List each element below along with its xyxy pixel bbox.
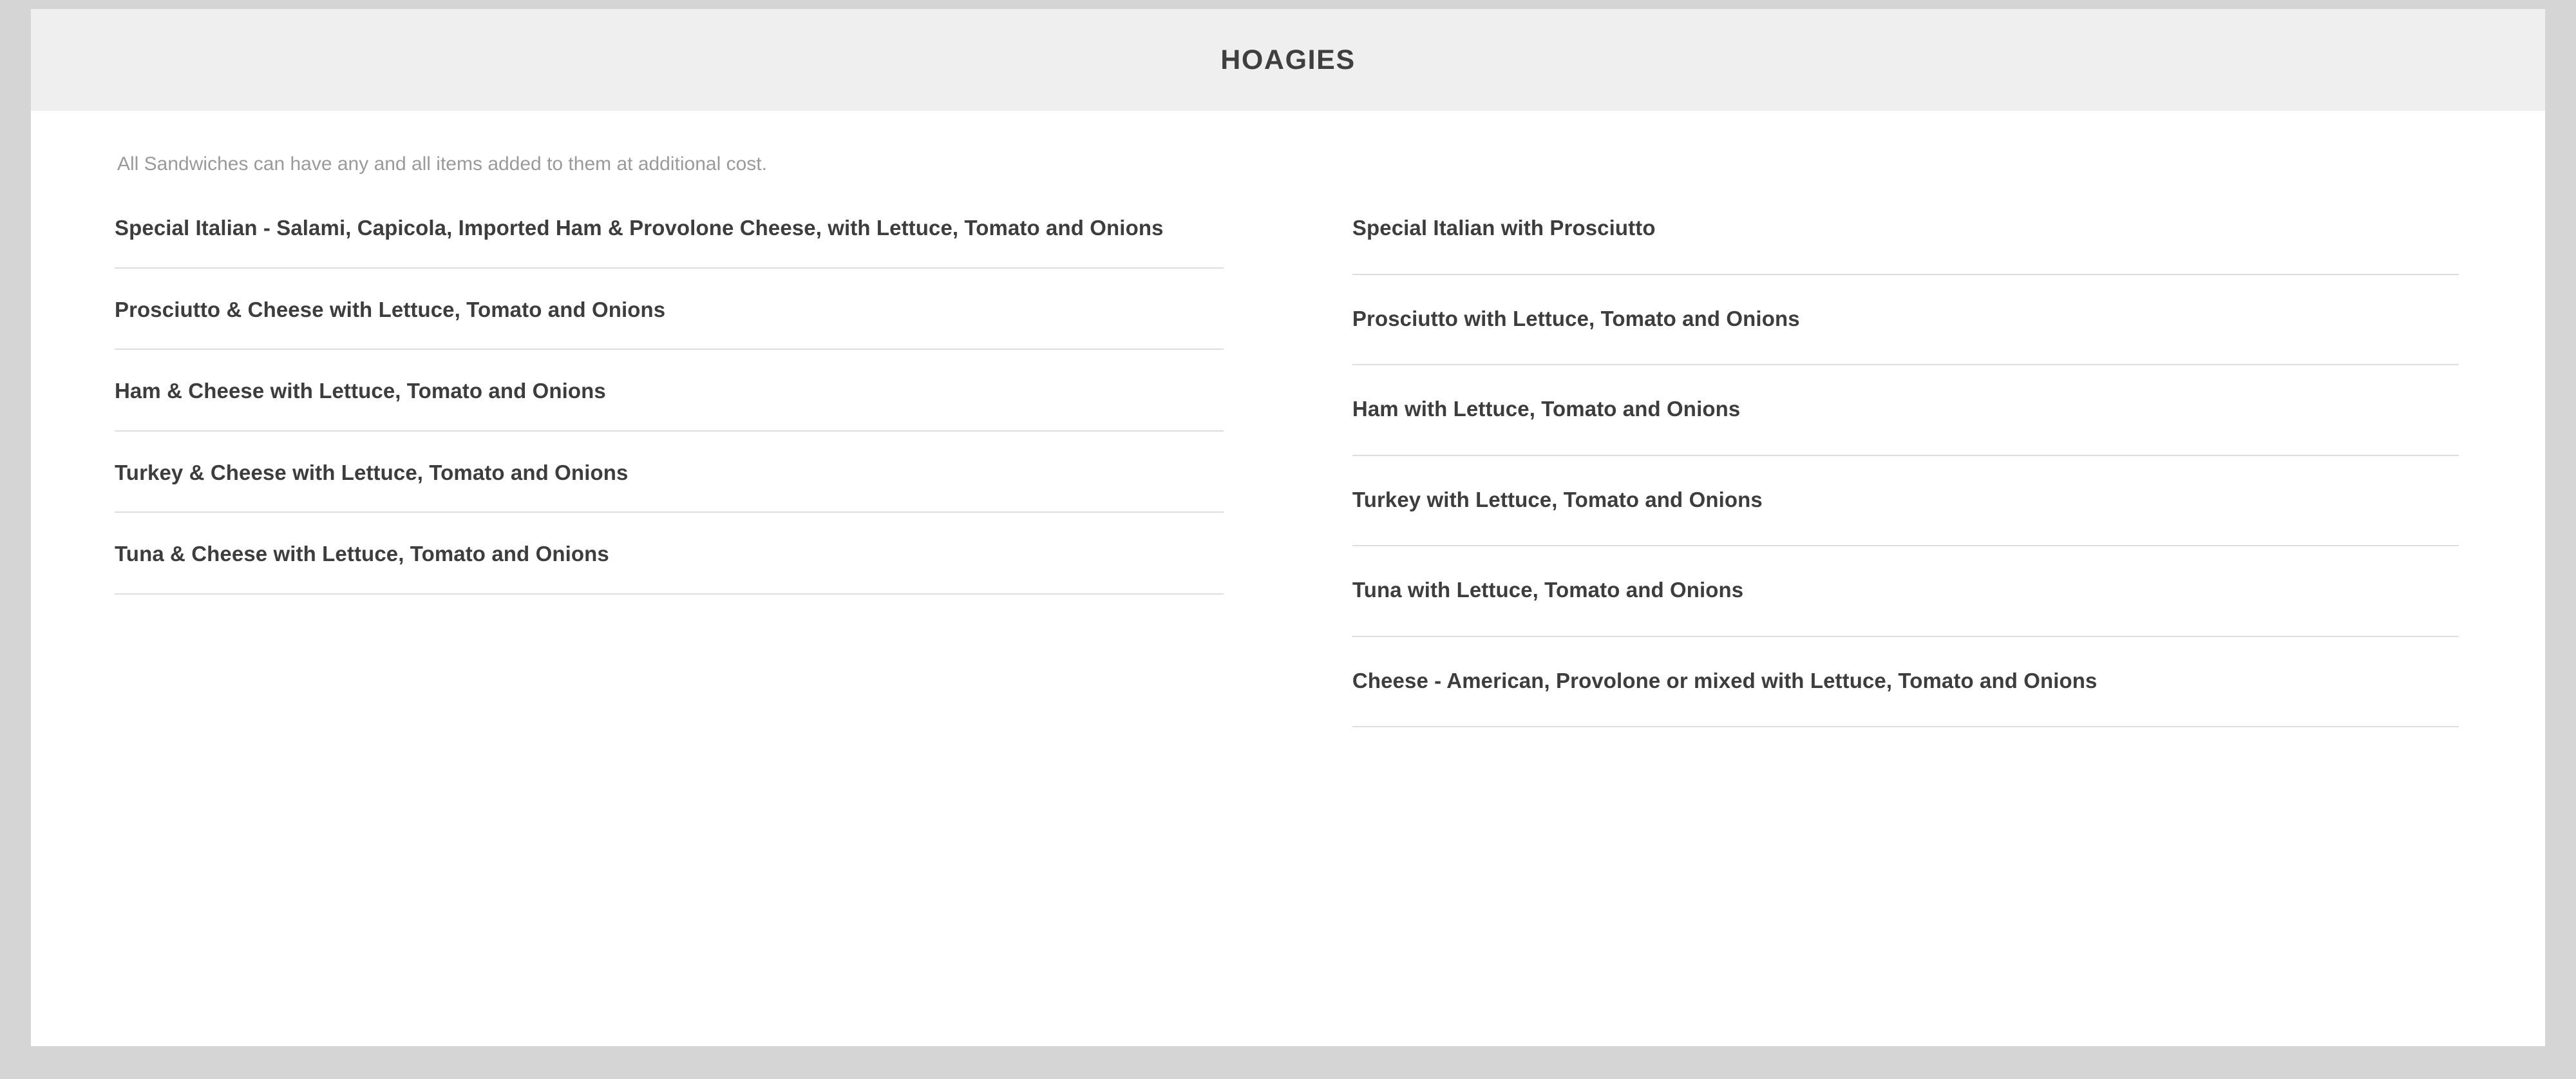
- menu-item-name: Ham with Lettuce, Tomato and Onions: [1352, 397, 1741, 421]
- list-item: [1352, 365, 2459, 456]
- menu-card-body: [31, 111, 2545, 727]
- menu-item-name: Cheese - American, Provolone or mixed with Lettuce, Tomato and Onions: [1352, 668, 2098, 692]
- menu-column-left: [115, 214, 1288, 727]
- menu-card: [31, 9, 2545, 1046]
- list-item: [1352, 275, 2459, 366]
- menu-item-name: Turkey & Cheese with Lettuce, Tomato and Onions: [115, 460, 629, 484]
- page-title: HOAGIES: [1220, 44, 1356, 75]
- menu-item-name: Special Italian with Prosciutto: [1352, 216, 1656, 240]
- list-item: [1352, 214, 2459, 275]
- menu-column-right: [1288, 214, 2461, 727]
- menu-section-header: [31, 9, 2545, 111]
- list-item: [1352, 546, 2459, 637]
- list-item: [115, 214, 1224, 269]
- menu-item-name: Turkey with Lettuce, Tomato and Onions: [1352, 487, 1763, 511]
- menu-item-name: Special Italian - Salami, Capicola, Imported Ham & Provolone Cheese, with Lettuce, Tomato and Onions: [115, 216, 1164, 240]
- list-item: [115, 350, 1224, 432]
- menu-note: All Sandwiches can have any and all items added to them at additional cost.: [117, 153, 767, 175]
- menu-item-name: Tuna & Cheese with Lettuce, Tomato and Onions: [115, 542, 609, 566]
- list-item: [1352, 456, 2459, 547]
- menu-item-name: Ham & Cheese with Lettuce, Tomato and Onions: [115, 379, 606, 403]
- list-item: [115, 513, 1224, 595]
- list-item: [115, 269, 1224, 350]
- list-item: [115, 432, 1224, 513]
- menu-item-name: Prosciutto with Lettuce, Tomato and Onions: [1352, 306, 1800, 330]
- menu-item-name: Tuna with Lettuce, Tomato and Onions: [1352, 578, 1744, 602]
- list-item: [1352, 637, 2459, 728]
- menu-item-name: Prosciutto & Cheese with Lettuce, Tomato and Onions: [115, 297, 666, 321]
- menu-columns: [115, 214, 2461, 727]
